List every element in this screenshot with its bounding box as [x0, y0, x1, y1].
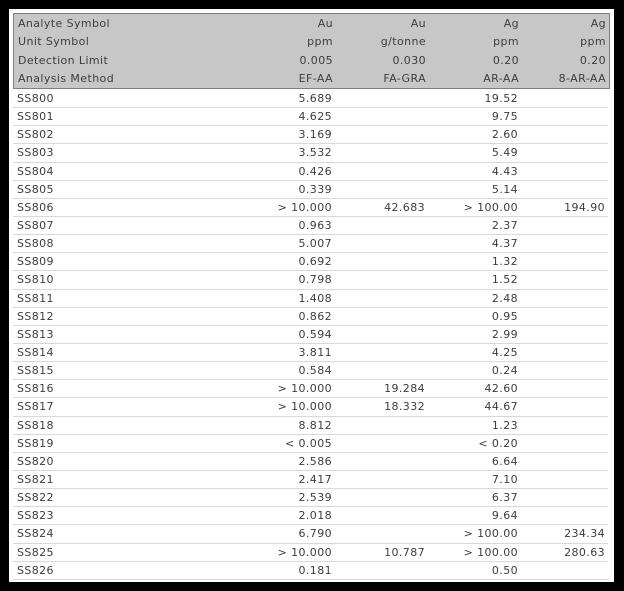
table-row [13, 108, 608, 126]
table-row [13, 199, 608, 217]
sample-id: SS816 [17, 382, 54, 396]
value-cell: > 100.00 [463, 545, 518, 559]
header-value: AR-AA [483, 72, 519, 86]
value-cell: 280.63 [564, 545, 605, 559]
sample-id: SS818 [17, 418, 54, 432]
value-cell: 4.43 [491, 164, 518, 178]
table-row [13, 380, 608, 398]
table-row [13, 489, 608, 507]
header-value: FA-GRA [383, 72, 426, 86]
sample-id: SS817 [17, 400, 54, 414]
value-cell: 1.23 [491, 418, 518, 432]
value-cell: 0.95 [491, 309, 518, 323]
table-row [13, 525, 608, 543]
value-cell: 19.284 [384, 382, 425, 396]
value-cell: 5.007 [298, 237, 332, 251]
value-cell: > 10.000 [277, 400, 332, 414]
value-cell: 2.018 [298, 509, 332, 523]
header-row [14, 51, 609, 70]
value-cell: 0.594 [298, 327, 332, 341]
table-row [13, 507, 608, 525]
table-row [13, 144, 608, 162]
value-cell: > 100.00 [463, 200, 518, 214]
value-cell: 5.689 [298, 92, 332, 106]
value-cell: 0.798 [298, 273, 332, 287]
table-row [13, 398, 608, 416]
sample-id: SS820 [17, 454, 54, 468]
table-row [13, 163, 608, 181]
sample-id: SS822 [17, 491, 54, 505]
header-row [14, 33, 609, 52]
value-cell: 1.52 [491, 273, 518, 287]
sample-id: SS819 [17, 436, 54, 450]
header-value: Ag [590, 16, 606, 30]
table-row [13, 562, 608, 580]
sample-id: SS806 [17, 200, 54, 214]
value-cell: 0.181 [298, 563, 332, 577]
table-row [13, 235, 608, 253]
header-value: 0.20 [492, 53, 519, 67]
header-value: Au [410, 16, 426, 30]
value-cell: 1.32 [491, 255, 518, 269]
value-cell: 0.692 [298, 255, 332, 269]
value-cell: 4.625 [298, 110, 332, 124]
value-cell: 5.49 [491, 146, 518, 160]
value-cell: 2.99 [491, 327, 518, 341]
header-label: Analysis Method [18, 72, 115, 86]
sample-id: SS807 [17, 219, 54, 233]
value-cell: > 10.000 [277, 382, 332, 396]
value-cell: 0.339 [298, 182, 332, 196]
header-label: Unit Symbol [18, 35, 90, 49]
header-value: 8-AR-AA [558, 72, 606, 86]
table-row [13, 271, 608, 289]
table-row [13, 362, 608, 380]
sample-id: SS803 [17, 146, 54, 160]
sample-id: SS824 [17, 527, 54, 541]
value-cell: 6.37 [491, 491, 518, 505]
sample-id: SS821 [17, 473, 54, 487]
header-label: Analyte Symbol [18, 16, 110, 30]
sample-id: SS825 [17, 545, 54, 559]
value-cell: 0.862 [298, 309, 332, 323]
header-value: 0.20 [579, 53, 606, 67]
value-cell: 7.10 [491, 473, 518, 487]
table-header [13, 13, 610, 89]
value-cell: 2.48 [491, 291, 518, 305]
table-row [13, 126, 608, 144]
sample-id: SS810 [17, 273, 54, 287]
value-cell: 19.52 [484, 92, 518, 106]
value-cell: 2.586 [298, 454, 332, 468]
value-cell: 5.14 [491, 182, 518, 196]
value-cell: 1.408 [298, 291, 332, 305]
value-cell: < 0.005 [284, 436, 332, 450]
value-cell: > 100.00 [463, 527, 518, 541]
table-row [13, 544, 608, 562]
header-value: ppm [580, 35, 606, 49]
sample-id: SS805 [17, 182, 54, 196]
value-cell: 0.426 [298, 164, 332, 178]
value-cell: 42.60 [484, 382, 518, 396]
value-cell: 2.60 [491, 128, 518, 142]
table-row [13, 326, 608, 344]
value-cell: 9.64 [491, 509, 518, 523]
value-cell: 0.50 [491, 563, 518, 577]
header-value: ppm [307, 35, 333, 49]
value-cell: 0.24 [491, 364, 518, 378]
table-row [13, 308, 608, 326]
value-cell: 10.787 [384, 545, 425, 559]
header-value: ppm [493, 35, 519, 49]
value-cell: > 10.000 [277, 545, 332, 559]
header-value: Ag [503, 16, 519, 30]
value-cell: 0.584 [298, 364, 332, 378]
value-cell: 3.169 [298, 128, 332, 142]
table-row [13, 471, 608, 489]
value-cell: 9.75 [491, 110, 518, 124]
sample-id: SS823 [17, 509, 54, 523]
header-value: Au [317, 16, 333, 30]
table-body [13, 90, 608, 580]
value-cell: 4.37 [491, 237, 518, 251]
table-row [13, 344, 608, 362]
value-cell: 4.25 [491, 346, 518, 360]
value-cell: < 0.20 [478, 436, 518, 450]
header-value: EF-AA [298, 72, 333, 86]
table-row [13, 435, 608, 453]
value-cell: 6.64 [491, 454, 518, 468]
value-cell: 6.790 [298, 527, 332, 541]
value-cell: 194.90 [564, 200, 605, 214]
sample-id: SS802 [17, 128, 54, 142]
value-cell: 18.332 [384, 400, 425, 414]
table-row [13, 253, 608, 271]
sample-id: SS800 [17, 92, 54, 106]
value-cell: 44.67 [484, 400, 518, 414]
value-cell: 234.34 [564, 527, 605, 541]
value-cell: 3.532 [298, 146, 332, 160]
sample-id: SS808 [17, 237, 54, 251]
assay-report-page [9, 9, 614, 582]
header-value: 0.005 [299, 53, 333, 67]
sample-id: SS826 [17, 563, 54, 577]
value-cell: > 10.000 [277, 200, 332, 214]
value-cell: 2.417 [298, 473, 332, 487]
value-cell: 0.963 [298, 219, 332, 233]
table-row [13, 453, 608, 471]
header-row [14, 70, 609, 89]
sample-id: SS809 [17, 255, 54, 269]
sample-id: SS811 [17, 291, 54, 305]
sample-id: SS814 [17, 346, 54, 360]
table-row [13, 181, 608, 199]
sample-id: SS812 [17, 309, 54, 323]
header-value: 0.030 [392, 53, 426, 67]
table-row [13, 217, 608, 235]
header-row [14, 14, 609, 33]
header-label: Detection Limit [18, 53, 109, 67]
sample-id: SS804 [17, 164, 54, 178]
value-cell: 42.683 [384, 200, 425, 214]
table-row [13, 417, 608, 435]
value-cell: 2.37 [491, 219, 518, 233]
value-cell: 8.812 [298, 418, 332, 432]
value-cell: 2.539 [298, 491, 332, 505]
header-value: g/tonne [380, 35, 426, 49]
sample-id: SS801 [17, 110, 54, 124]
sample-id: SS815 [17, 364, 54, 378]
sample-id: SS813 [17, 327, 54, 341]
table-row [13, 290, 608, 308]
table-row [13, 90, 608, 108]
value-cell: 3.811 [298, 346, 332, 360]
